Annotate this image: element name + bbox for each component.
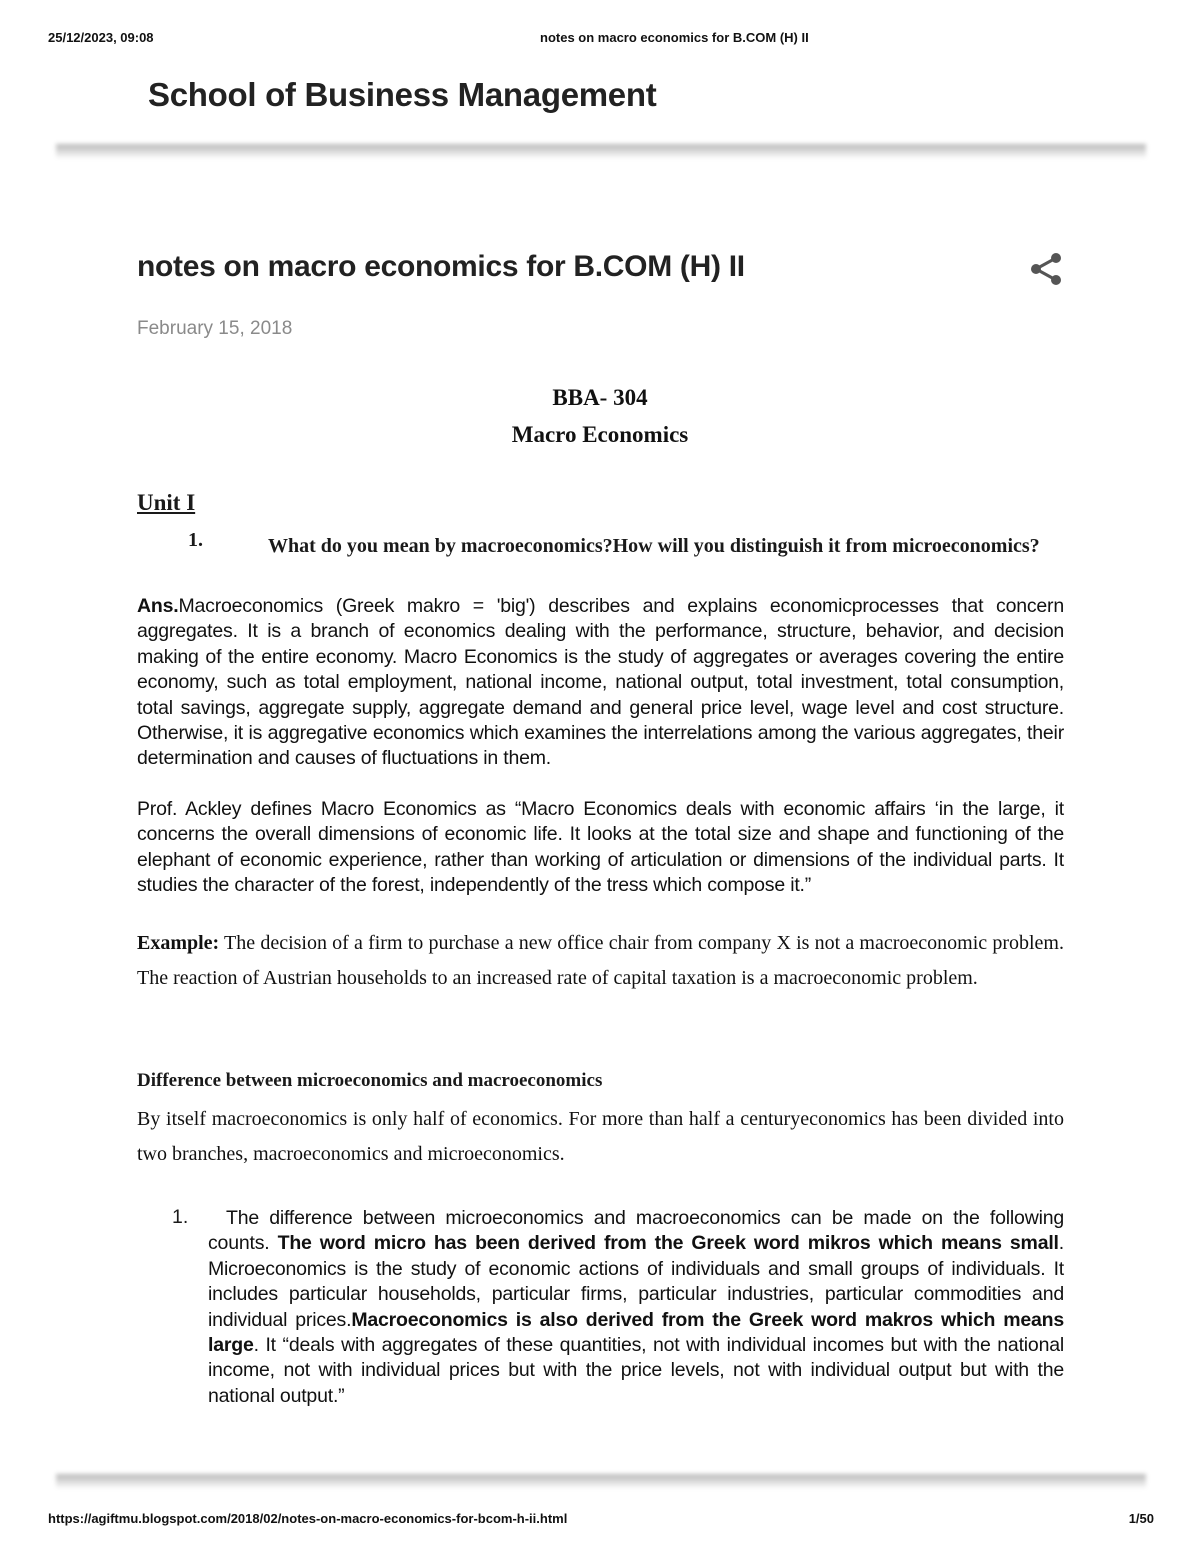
print-url: https://agiftmu.blogspot.com/2018/02/notes-on-macro-economics-for-bcom-h-ii.html — [48, 1511, 568, 1526]
question-number: 1. — [188, 529, 203, 551]
course-name: Macro Economics — [511, 422, 689, 447]
example-label: Example: — [137, 932, 220, 954]
question-text: What do you mean by macroeconomics?How will you distinguish it from microeconomics? — [268, 535, 1040, 557]
list-item-text-1: The difference between microeconomics and macroeconomics can be made on the following counts. — [208, 1207, 1064, 1255]
print-doc-title: notes on macro economics for B.COM (H) II — [540, 30, 809, 45]
example-paragraph — [137, 926, 1064, 996]
answer-paragraph — [137, 594, 1064, 772]
page-number: 1/50 — [1128, 1511, 1154, 1526]
list-item-text-3: . It “deals with aggregates of these quantities, not with individual incomes but with the national income, not with individual prices but with the price levels, not with individual output but with the national output.” — [208, 1334, 1064, 1407]
site-title[interactable]: School of Business Management — [148, 76, 657, 113]
course-code: BBA- 304 — [552, 385, 648, 410]
ackley-definition: Prof. Ackley defines Macro Economics as “Macro Economics deals with economic affairs ‘in the large, it concerns the overall dimensions of economic life. It looks at the total size and shape and functioning of the elephant of economic experience, rather than working of articulation or dimensions of the individual parts. It studies the character of the forest, independently of the tress which compose it.” — [137, 798, 1064, 897]
share-icon[interactable] — [1028, 252, 1064, 286]
list-item-number: 1. — [172, 1206, 189, 1228]
print-datetime: 25/12/2023, 09:08 — [48, 30, 154, 45]
unit-heading: Unit I — [137, 490, 196, 515]
difference-intro: By itself macroeconomics is only half of economics. For more than half a centuryeconomics has been divided into two branches, macroeconomics and microeconomics. — [137, 1108, 1064, 1165]
list-item-bold-1: The word micro has been derived from the Greek word mikros which means small — [277, 1232, 1059, 1255]
header-shadow-divider — [56, 144, 1146, 158]
list-item — [208, 1206, 1064, 1409]
post-date: February 15, 2018 — [137, 318, 293, 339]
post-title: notes on macro economics for B.COM (H) II — [137, 250, 745, 283]
difference-heading: Difference between microeconomics and macroeconomics — [137, 1070, 603, 1091]
example-text: The decision of a firm to purchase a new office chair from company X is not a macroeconomic problem. The reaction of Austrian households to an increased rate of capital taxation is a macroeconomic problem. — [137, 932, 1064, 989]
answer-text: Macroeconomics (Greek makro = 'big') describes and explains economicprocesses that concern aggregates. It is a branch of economics dealing with the performance, structure, behavior, and decision making of the entire economy. Macro Economics is the study of aggregates or averages covering the entire economy, such as total employment, national income, national output, total investment, total consumption, total savings, aggregate supply, aggregate demand and general price level, wage level and cost structure. Otherwise, it is aggregative economics which examines the interrelations among the various aggregates, their determination and causes of fluctuations in them. — [137, 595, 1064, 770]
footer-shadow-divider — [56, 1474, 1146, 1488]
list-item-bold-2: Macroeconomics is also derived from the Greek word makros which means large — [208, 1308, 1064, 1357]
answer-label: Ans. — [137, 595, 179, 617]
list-item-text-2: . Microeconomics is the study of economic actions of individuals and small groups of individuals. It includes particular households, particular firms, particular industries, particular commodities and individual prices. — [208, 1232, 1064, 1331]
